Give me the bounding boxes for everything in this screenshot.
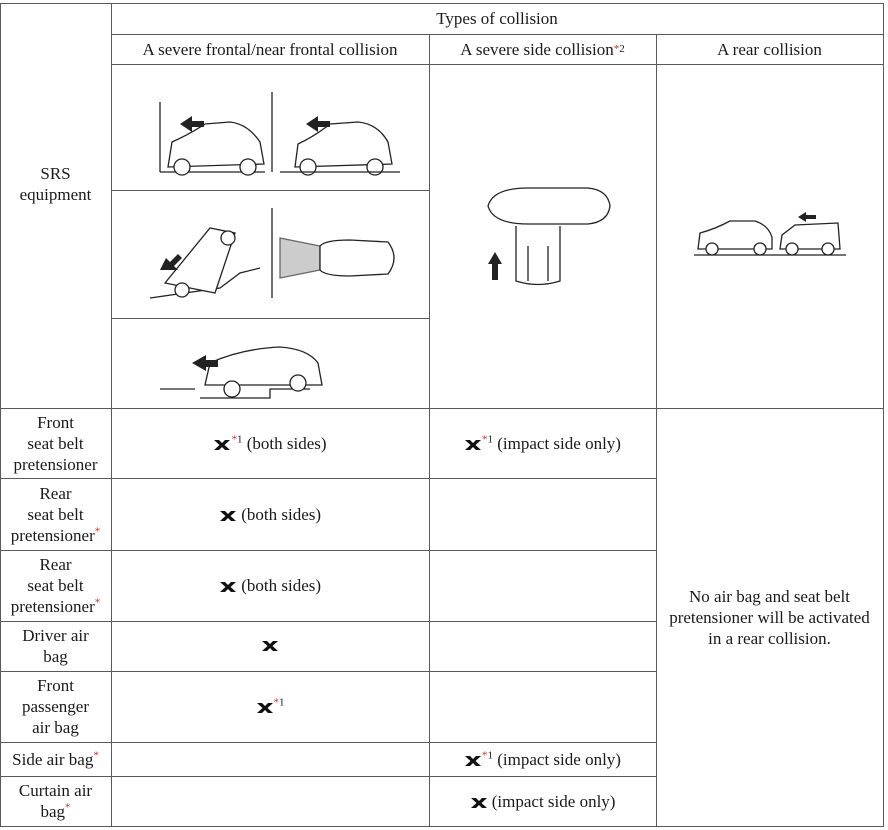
frontal-slope-collision-illustration <box>120 198 420 310</box>
frontal-rear-seat-belt-1: (both sides) <box>111 478 430 551</box>
x-mark-icon <box>213 439 231 451</box>
row-label: Rear seat belt pretensioner <box>10 555 95 616</box>
srs-equipment-label: SRS equipment <box>19 163 92 204</box>
rear-collision-note <box>656 408 884 827</box>
frontal-front-seat-belt: $^{*1}$ (both sides) <box>111 408 430 479</box>
x-mark-icon <box>470 797 488 809</box>
row-label: Rear seat belt pretensioner <box>10 483 95 545</box>
rear-collision-header <box>656 34 884 65</box>
side-rear-seat-belt-2 <box>429 550 657 622</box>
x-mark-icon <box>464 439 482 451</box>
rear-collision-note-text: No air bag and seat belt pretensioner will be activated in a rear collision. <box>669 586 870 648</box>
side-collision-illustration <box>468 176 618 296</box>
row-front-seat-belt-pretensioner <box>0 408 112 479</box>
types-of-collision-label: Types of collision <box>436 9 558 28</box>
rear-collision-label: A rear collision <box>717 39 822 59</box>
rear-collision-illustration <box>690 211 850 261</box>
frontal-illustration-1 <box>111 64 430 191</box>
side-rear-seat-belt-1 <box>429 478 657 551</box>
types-of-collision-header <box>111 3 884 35</box>
frontal-rear-seat-belt-2: (both sides) <box>111 550 430 622</box>
frontal-driver-air-bag <box>111 621 430 672</box>
side-curtain-air-bag: (impact side only) <box>429 776 657 827</box>
frontal-passenger-air-bag: *1 <box>111 671 430 743</box>
row-label: Curtain air bag <box>18 781 93 821</box>
frontal-collision-label: A severe frontal/near frontal collision <box>142 39 398 59</box>
row-label: Front seat belt pretensioner <box>13 412 98 474</box>
row-driver-air-bag <box>0 621 112 672</box>
frontal-wall-collision-illustration <box>120 72 420 182</box>
rear-illustration <box>656 64 884 409</box>
srs-equipment-header <box>0 3 112 409</box>
row-rear-seat-belt-pretensioner-2: Rear seat belt pretensioner* <box>0 550 112 622</box>
side-collision-header: A severe side collision * 2 <box>429 34 657 65</box>
frontal-curtain-air-bag <box>111 776 430 827</box>
frontal-illustration-2 <box>111 190 430 319</box>
side-driver-air-bag <box>429 621 657 672</box>
side-side-air-bag: $^{*1}$ (impact side only) <box>429 742 657 777</box>
row-front-passenger-air-bag <box>0 671 112 743</box>
row-curtain-air-bag: Curtain air bag* <box>0 776 112 827</box>
x-mark-icon <box>464 755 482 767</box>
row-label: Front passenger air bag <box>21 676 90 737</box>
row-label: Side air bag <box>12 749 94 769</box>
x-mark-icon <box>256 702 274 714</box>
side-illustration <box>429 64 657 409</box>
frontal-side-air-bag <box>111 742 430 777</box>
x-mark-icon <box>261 640 279 652</box>
side-passenger-air-bag <box>429 671 657 743</box>
frontal-ditch-collision-illustration <box>150 323 390 403</box>
frontal-illustration-3 <box>111 318 430 409</box>
row-side-air-bag: Side air bag* <box>0 742 112 777</box>
frontal-collision-header <box>111 34 430 65</box>
row-label: Driver air bag <box>22 626 89 666</box>
row-rear-seat-belt-pretensioner-1: Rear seat belt pretensioner* <box>0 478 112 551</box>
x-mark-icon <box>219 510 237 522</box>
side-collision-label: A severe side collision <box>460 39 614 59</box>
side-front-seat-belt: $^{*1}$ (impact side only) <box>429 408 657 479</box>
x-mark-icon <box>219 581 237 593</box>
